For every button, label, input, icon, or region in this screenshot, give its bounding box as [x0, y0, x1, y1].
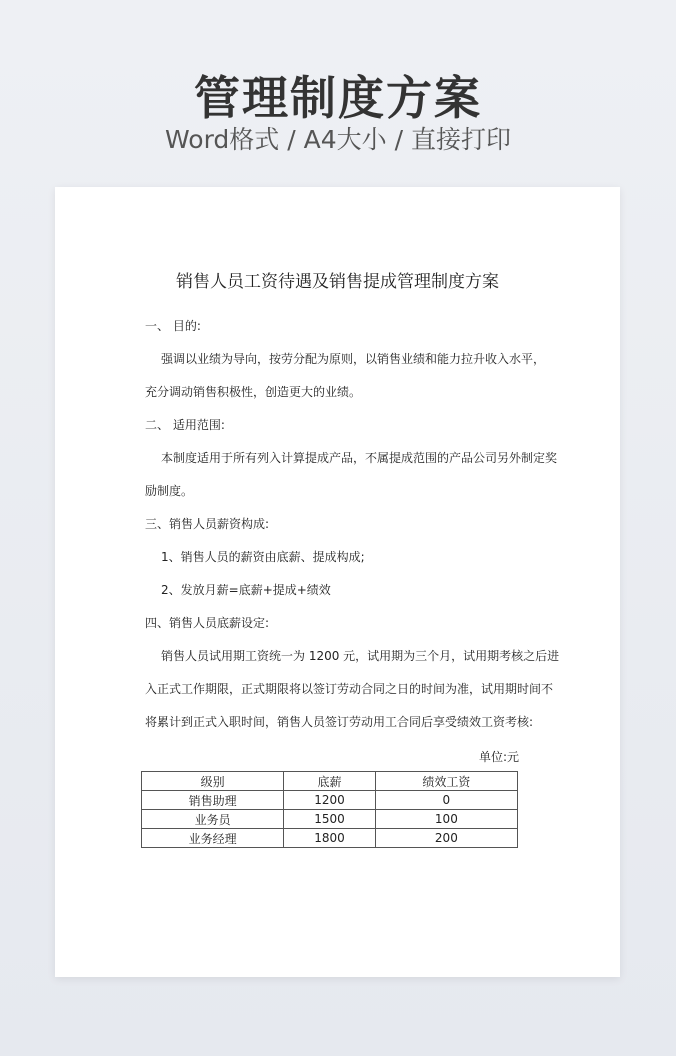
salary-table [141, 771, 518, 848]
table-cell: 200 [375, 829, 517, 848]
table-cell: 1500 [284, 810, 376, 829]
paragraph-line: 将累计到正式入职时间，销售人员签订劳动用工合同后享受绩效工资考核: [145, 715, 534, 729]
table-row [142, 791, 518, 810]
table-header-row [142, 772, 518, 791]
paragraph-line: 销售人员试用期工资统一为 1200 元，试用期为三个月，试用期考核之后进 [161, 649, 560, 663]
table-cell: 100 [375, 810, 517, 829]
section-heading-base-salary: 四、销售人员底薪设定: [145, 616, 270, 630]
table-row [142, 829, 518, 848]
table-cell: 业务员 [142, 810, 284, 829]
table-cell: 销售助理 [142, 791, 284, 810]
table-header-cell: 底薪 [284, 772, 376, 791]
list-item: 2、发放月薪=底薪+提成+绩效 [161, 583, 331, 597]
paragraph-line: 充分调动销售积极性，创造更大的业绩。 [145, 385, 362, 399]
table-cell: 1800 [284, 829, 376, 848]
table-row [142, 810, 518, 829]
paragraph-line: 励制度。 [145, 484, 194, 498]
banner-title: 管理制度方案 [194, 71, 482, 125]
section-heading-purpose: 一、 目的: [145, 319, 201, 333]
list-item: 1、销售人员的薪资由底薪、提成构成; [161, 550, 365, 564]
paragraph-line: 强调以业绩为导向，按劳分配为原则，以销售业绩和能力拉升收入水平， [161, 352, 546, 366]
table-cell: 业务经理 [142, 829, 284, 848]
table-header-cell: 级别 [142, 772, 284, 791]
table-cell: 0 [375, 791, 517, 810]
table-header-cell: 绩效工资 [375, 772, 517, 791]
banner-subtitle: Word格式 / A4大小 / 直接打印 [165, 125, 511, 154]
unit-label: 单位:元 [479, 750, 520, 764]
section-heading-scope: 二、 适用范围: [145, 418, 225, 432]
paragraph-line: 入正式工作期限，正式期限将以签订劳动合同之日的时间为准，试用期时间不 [145, 682, 554, 696]
document-title: 销售人员工资待遇及销售提成管理制度方案 [176, 272, 499, 292]
paragraph-line: 本制度适用于所有列入计算提成产品，不属提成范围的产品公司另外制定奖 [161, 451, 558, 465]
document-page [55, 187, 620, 977]
table-cell: 1200 [284, 791, 376, 810]
section-heading-salary-structure: 三、销售人员薪资构成: [145, 517, 270, 531]
